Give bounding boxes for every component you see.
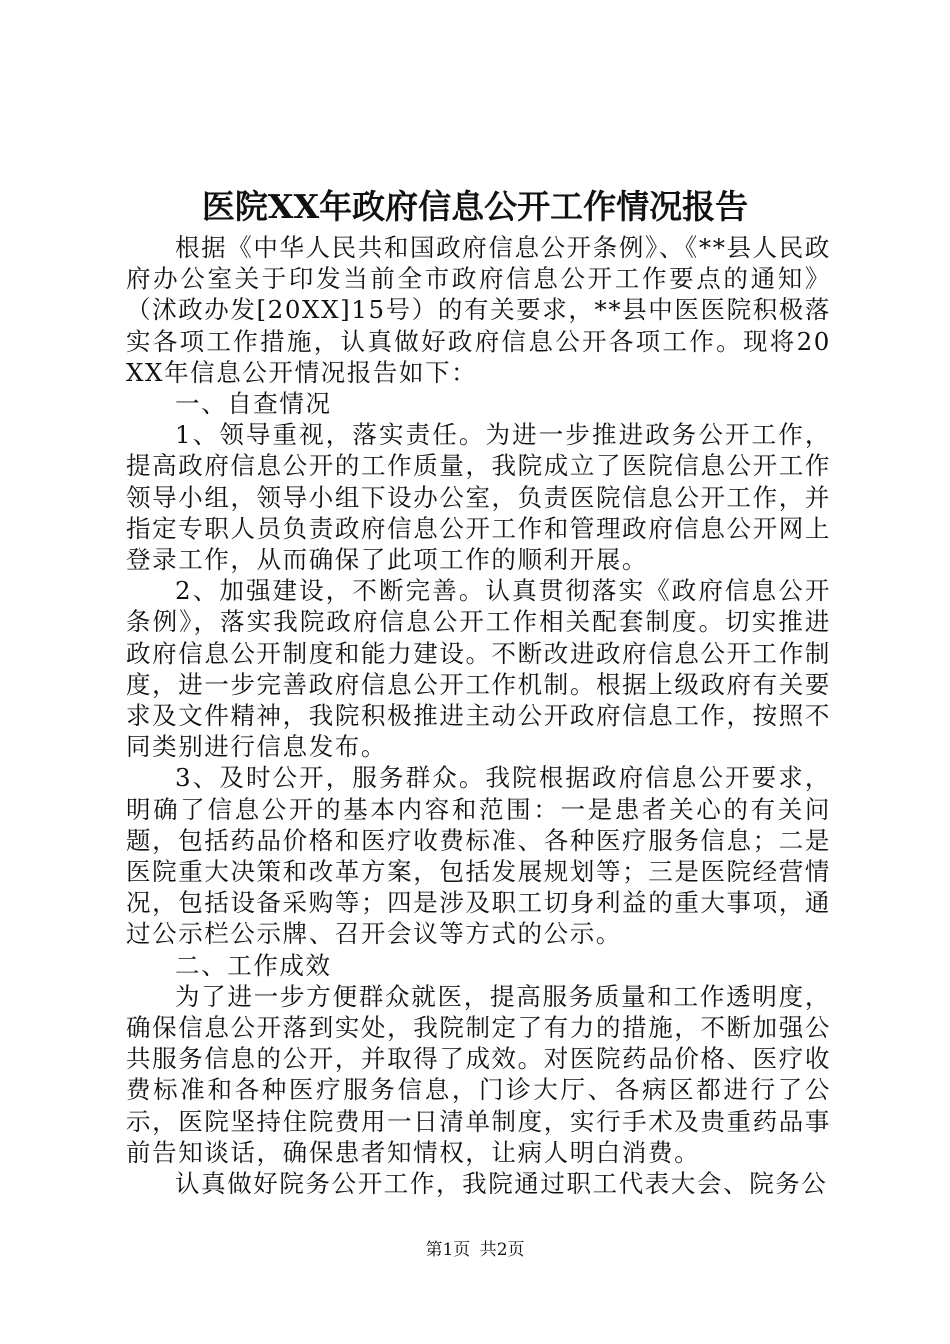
paragraph-intro: 根据《中华人民共和国政府信息公开条例》、《**县人民政府办公室关于印发当前全市政府信息公开工作要点的通知》（沭政办发[20XX]15号）的有关要求，**县中医医院积极落实各项工作措施，认真做好政府信息公开各项工作。现将20XX年信息公开情况报告如下： <box>126 233 831 387</box>
paragraph-item-3: 3、及时公开，服务群众。我院根据政府信息公开要求，明确了信息公开的基本内容和范围：一是患者关心的有关问题，包括药品价格和医疗收费标准、各种医疗服务信息；二是医院重大决策和改革方案，包括发展规划等；三是医院经营情况，包括设备采购等；四是涉及职工切身利益的重大事项，通过公示栏公示牌、召开会议等方式的公示。 <box>126 763 831 949</box>
page-number-footer: 第1页 共2页 <box>425 1240 525 1260</box>
paragraph-item-1: 1、领导重视，落实责任。为进一步推进政务公开工作，提高政府信息公开的工作质量，我院成立了医院信息公开工作领导小组，领导小组下设办公室，负责医院信息公开工作，并指定专职人员负责政府信息公开工作和管理政府信息公开网上登录工作，从而确保了此项工作的顺利开展。 <box>126 420 831 575</box>
section-heading-results: 二、工作成效 <box>175 950 332 980</box>
paragraph-results-2: 认真做好院务公开工作，我院通过职工代表大会、院务公 <box>175 1169 828 1199</box>
section-heading-self-check: 一、自查情况 <box>175 389 332 419</box>
document-title: 医院XX年政府信息公开工作情况报告 <box>201 187 749 226</box>
paragraph-item-2: 2、加强建设，不断完善。认真贯彻落实《政府信息公开条例》，落实我院政府信息公开工作相关配套制度。切实推进政府信息公开制度和能力建设。不断改进政府信息公开工作制度，进一步完善政府信息公开工作机制。根据上级政府有关要求及文件精神，我院积极推进主动公开政府信息工作，按照不同类别进行信息发布。 <box>126 576 831 762</box>
document-body <box>126 232 831 1199</box>
paragraph-results-1: 为了进一步方便群众就医，提高服务质量和工作透明度，确保信息公开落到实处，我院制定了有力的措施，不断加强公共服务信息的公开，并取得了成效。对医院药品价格、医疗收费标准和各种医疗服务信息，门诊大厅、各病区都进行了公示，医院坚持住院费用一日清单制度，实行手术及贵重药品事前告知谈话，确保患者知情权，让病人明白消费。 <box>126 981 831 1167</box>
